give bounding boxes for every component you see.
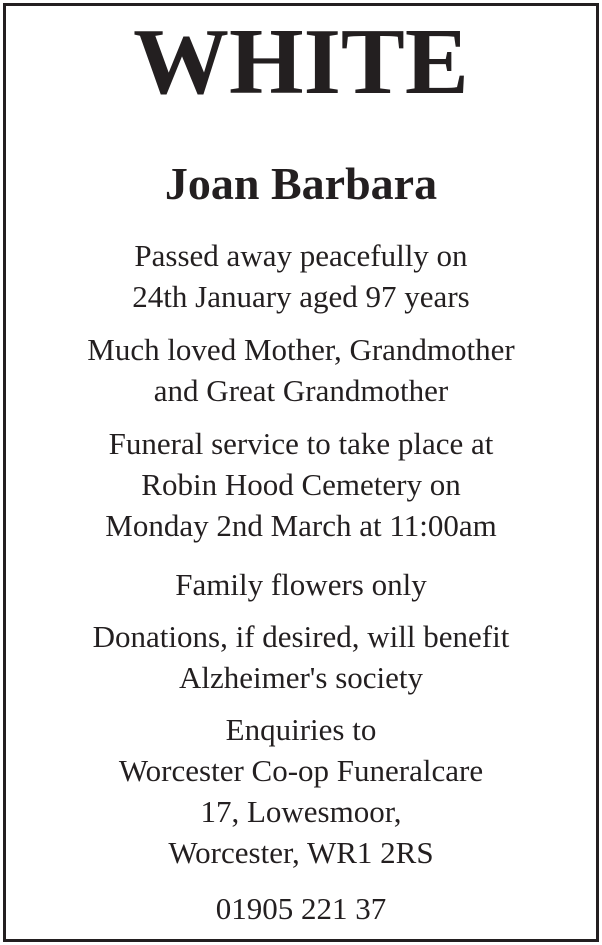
notice-border — [3, 3, 599, 942]
surname-heading: WHITE — [133, 10, 469, 114]
family-line: and Great Grandmother — [153, 373, 449, 408]
enquiries-line: Worcester Co-op Funeralcare — [118, 753, 484, 788]
forenames-heading: Joan Barbara — [164, 158, 438, 209]
passing-line: Passed away peacefully on — [134, 238, 468, 273]
phone-number: 01905 221 37 — [215, 891, 387, 926]
funeral-paragraph — [6, 423, 596, 546]
funeral-line: Robin Hood Cemetery on — [141, 467, 461, 502]
flowers-paragraph — [6, 564, 596, 605]
funeral-line: Funeral service to take place at — [108, 426, 494, 461]
donations-line: Donations, if desired, will benefit — [92, 619, 510, 654]
passing-line: 24th January aged 97 years — [132, 279, 470, 314]
family-paragraph — [6, 329, 596, 411]
passing-paragraph — [6, 235, 596, 317]
donations-paragraph — [6, 616, 596, 698]
family-line: Much loved Mother, Grandmother — [87, 332, 515, 367]
enquiries-line: Worcester, WR1 2RS — [168, 835, 434, 870]
enquiries-line: Enquiries to — [225, 712, 377, 747]
enquiries-paragraph — [6, 709, 596, 873]
flowers-line: Family flowers only — [175, 567, 427, 602]
enquiries-line: 17, Lowesmoor, — [200, 794, 402, 829]
funeral-line: Monday 2nd March at 11:00am — [105, 508, 497, 543]
donations-line: Alzheimer's society — [178, 660, 424, 695]
